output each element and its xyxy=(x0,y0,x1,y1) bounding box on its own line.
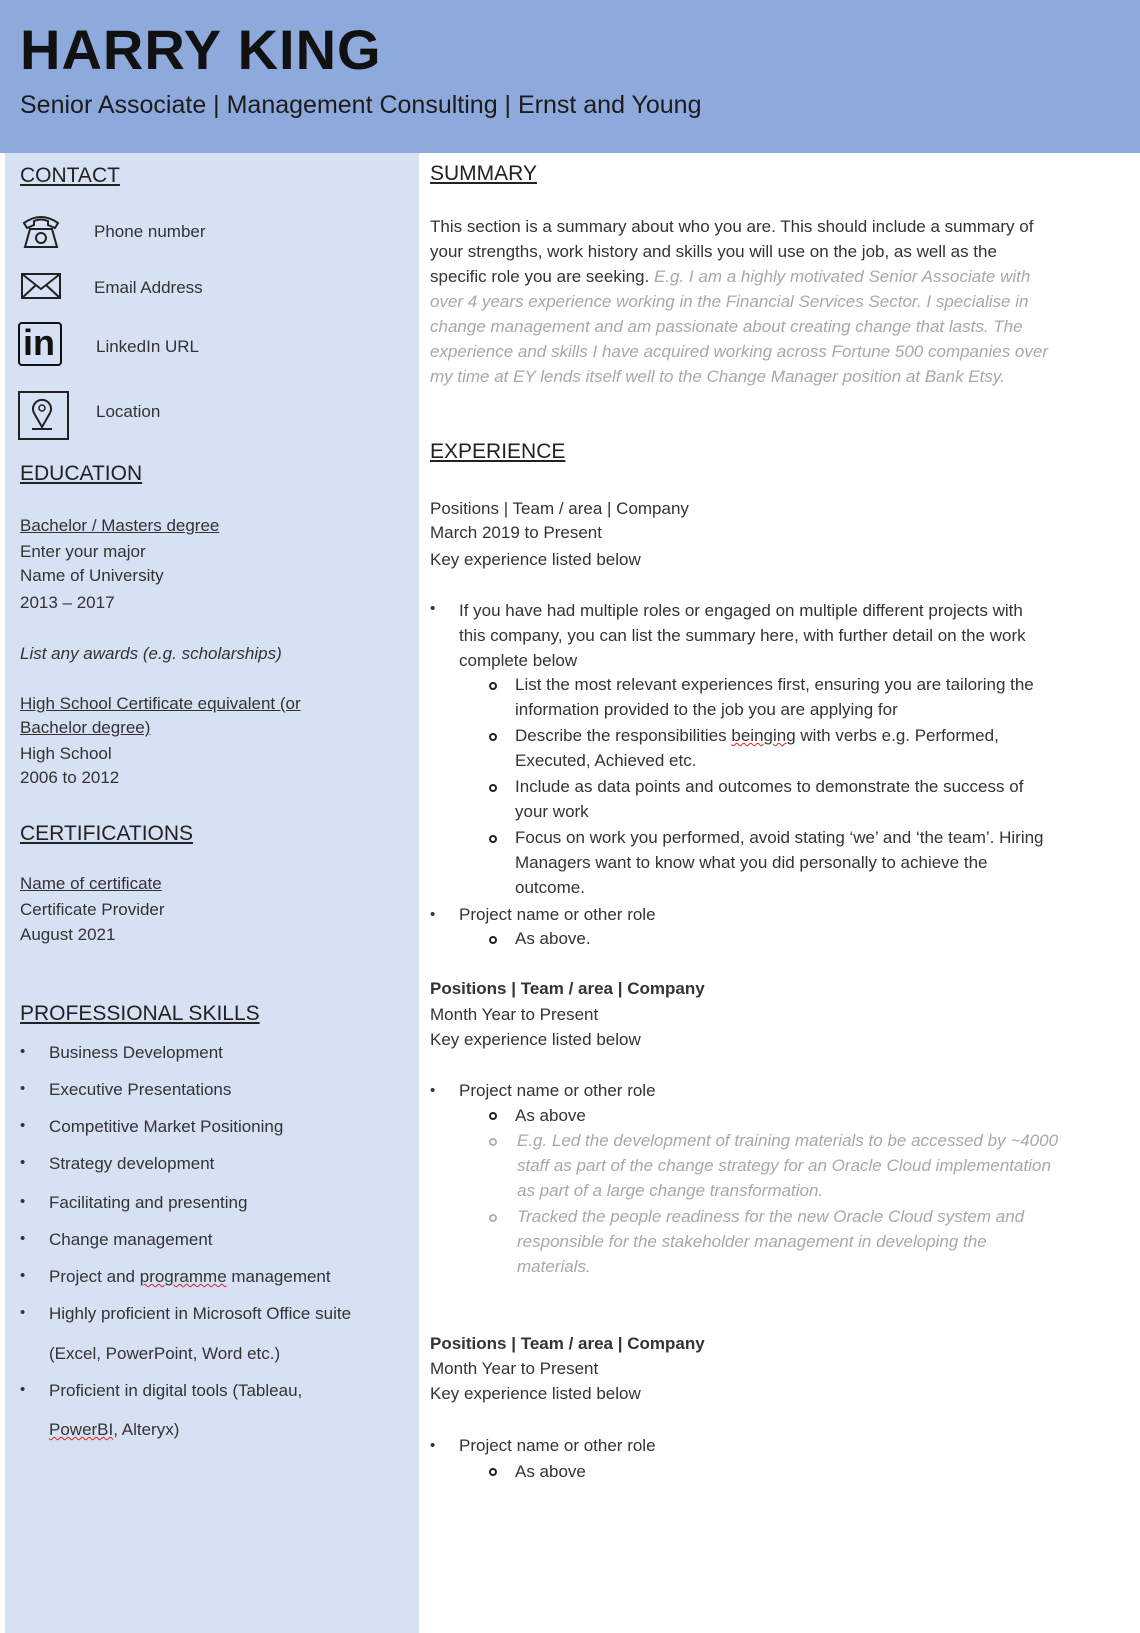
summary-line: your strengths, work history and skills you will use on the job, as well as the xyxy=(430,242,997,261)
contact-linkedin-label: LinkedIn URL xyxy=(96,337,200,356)
job-position: Positions | Team / area | Company xyxy=(430,979,705,998)
bullet-line: staff as part of the change strategy for an Oracle Cloud implementation xyxy=(517,1156,1051,1175)
sub-bullet-example-text xyxy=(517,1204,1024,1279)
summary-line: experience and skills I have acquired working across Fortune 500 companies over xyxy=(430,342,1048,361)
skill-item-cont: (Excel, PowerPoint, Word etc.) xyxy=(49,1344,281,1363)
bullet-line xyxy=(515,723,999,748)
education-degree: Bachelor / Masters degree xyxy=(20,516,220,535)
skill-item: Change management xyxy=(49,1230,213,1249)
sub-bullet-text: As above xyxy=(515,1462,586,1481)
sub-bullet-circle xyxy=(489,733,497,741)
job-key-experience: Key experience listed below xyxy=(430,550,641,569)
summary-line: This section is a summary about who you are. This should include a summary of xyxy=(430,217,1034,236)
skill-bullet: • xyxy=(20,1043,26,1060)
summary-line: my time at EY lends itself well to the Change Manager position at Bank Etsy. xyxy=(430,367,1005,386)
certifications-title: CERTIFICATIONS xyxy=(20,822,194,845)
skill-item: Proficient in digital tools (Tableau, xyxy=(49,1381,303,1400)
bullet-line: as part of a large change transformation. xyxy=(517,1181,824,1200)
bullet-line: Focus on work you performed, avoid stating ‘we’ and ‘the team’. Hiring xyxy=(515,828,1044,847)
job-bullet-text: Project name or other role xyxy=(459,905,656,924)
bullet-line: your work xyxy=(515,802,589,821)
bullet-line: responsible for the stakeholder management in developing the xyxy=(517,1232,987,1251)
bullet-line: E.g. Led the development of training materials to be accessed by ~4000 xyxy=(517,1131,1059,1150)
job-bullet: • xyxy=(430,906,436,923)
skill-bullet: • xyxy=(20,1304,26,1321)
summary-dark-text: specific role you are seeking. xyxy=(430,267,654,286)
job-key-experience: Key experience listed below xyxy=(430,1384,641,1403)
sub-bullet-circle xyxy=(489,835,497,843)
phone-icon xyxy=(20,211,62,256)
bullet-line: complete below xyxy=(459,651,578,670)
skill-bullet: • xyxy=(20,1080,26,1097)
summary-line xyxy=(430,264,1048,289)
education-awards: List any awards (e.g. scholarships) xyxy=(20,644,282,663)
bullet-line: List the most relevant experiences first, ensuring you are tailoring the xyxy=(515,675,1034,694)
education-major: Enter your major xyxy=(20,542,146,561)
sub-bullet-text xyxy=(515,723,999,773)
skill-item: Competitive Market Positioning xyxy=(49,1117,284,1136)
contact-phone-label: Phone number xyxy=(94,222,206,241)
bullet-line: Managers want to know what you did personally to achieve the xyxy=(515,853,988,872)
job-position: Positions | Team / area | Company xyxy=(430,1334,705,1353)
skill-bullet: • xyxy=(20,1154,26,1171)
skill-text: , Alteryx) xyxy=(113,1420,180,1439)
sub-bullet-text: As above. xyxy=(515,929,591,948)
education-years: 2013 – 2017 xyxy=(20,593,115,612)
skill-text: Project and xyxy=(49,1267,140,1286)
sub-bullet-circle xyxy=(489,1112,497,1120)
skills-title: PROFESSIONAL SKILLS xyxy=(20,1002,260,1025)
skill-bullet: • xyxy=(20,1230,26,1247)
sub-bullet-text xyxy=(515,774,1023,824)
job-dates: Month Year to Present xyxy=(430,1005,599,1024)
job-bullet: • xyxy=(430,1082,436,1099)
sub-bullet-example-text xyxy=(517,1128,1058,1203)
bullet-line: Tracked the people readiness for the new Oracle Cloud system and xyxy=(517,1207,1025,1226)
sub-bullet-text xyxy=(515,672,1034,722)
job-bullet: • xyxy=(430,600,436,617)
summary-title: SUMMARY xyxy=(430,162,537,185)
sub-bullet-text xyxy=(515,825,1044,900)
sub-bullet-circle xyxy=(489,1468,497,1476)
sub-bullet-circle xyxy=(489,1214,497,1222)
job-position: Positions | Team / area | Company xyxy=(430,499,689,518)
summary-line: over 4 years experience working in the Financial Services Sector. I specialise in xyxy=(430,292,1029,311)
summary-example-text: E.g. I am a highly motivated Senior Associate with xyxy=(653,267,1031,286)
contact-title: CONTACT xyxy=(20,164,120,187)
job-bullet-text: Project name or other role xyxy=(459,1081,656,1100)
job-bullet: • xyxy=(430,1437,436,1454)
contact-location-label: Location xyxy=(96,402,161,421)
skill-item: Strategy development xyxy=(49,1154,215,1173)
spellcheck-word: programme xyxy=(139,1267,227,1286)
summary-line: change management and am passionate about creating change that lasts. The xyxy=(430,317,1023,336)
linkedin-icon-text: in xyxy=(23,322,55,363)
education-title: EDUCATION xyxy=(20,462,143,485)
spellcheck-word: beinging xyxy=(731,726,796,745)
location-pin-icon xyxy=(18,391,70,446)
certificate-date: August 2021 xyxy=(20,925,116,944)
candidate-name: HARRY KING xyxy=(20,18,382,81)
job-bullet-text: Project name or other role xyxy=(459,1436,656,1455)
envelope-icon xyxy=(20,272,62,307)
skill-item: Executive Presentations xyxy=(49,1080,232,1099)
skill-bullet: • xyxy=(20,1193,26,1210)
bullet-text: Describe the responsibilities xyxy=(515,726,732,745)
skill-bullet: • xyxy=(20,1381,26,1398)
sub-bullet-circle xyxy=(489,936,497,944)
job-dates: March 2019 to Present xyxy=(430,523,602,542)
education-university: Name of University xyxy=(20,566,164,585)
bullet-line: outcome. xyxy=(515,878,585,897)
skill-bullet: • xyxy=(20,1267,26,1284)
skill-item: Highly proficient in Microsoft Office suite xyxy=(49,1304,352,1323)
bullet-line: information provided to the job you are applying for xyxy=(515,700,898,719)
bullet-line: this company, you can list the summary here, with further detail on the work xyxy=(459,626,1026,645)
job-key-experience: Key experience listed below xyxy=(430,1030,641,1049)
skill-item: Facilitating and presenting xyxy=(49,1193,248,1212)
candidate-subtitle: Senior Associate | Management Consulting | Ernst and Young xyxy=(20,91,702,119)
experience-title: EXPERIENCE xyxy=(430,440,566,463)
sub-bullet-circle xyxy=(489,1138,497,1146)
header-banner xyxy=(0,0,1140,153)
contact-email-label: Email Address xyxy=(94,278,203,297)
sub-bullet-circle xyxy=(489,682,497,690)
job-dates: Month Year to Present xyxy=(430,1359,599,1378)
bullet-line: materials. xyxy=(517,1257,591,1276)
skill-item: Business Development xyxy=(49,1043,223,1062)
skill-text: management xyxy=(226,1267,331,1286)
job-bullet-text xyxy=(459,598,1026,673)
skill-item-cont xyxy=(49,1418,179,1442)
sub-bullet-text: As above xyxy=(515,1106,586,1125)
sub-bullet-circle xyxy=(489,784,497,792)
bullet-line: If you have had multiple roles or engaged on multiple different projects with xyxy=(459,601,1023,620)
skill-item xyxy=(49,1265,331,1289)
bullet-text: with verbs e.g. Performed, xyxy=(795,726,999,745)
education-hs-name: High School xyxy=(20,744,112,763)
skill-bullet: • xyxy=(20,1117,26,1134)
bullet-line: Executed, Achieved etc. xyxy=(515,751,697,770)
education-hs-years: 2006 to 2012 xyxy=(20,768,120,787)
education-hs-title-line1: High School Certificate equivalent (or xyxy=(20,694,301,713)
education-hs-title-line2: Bachelor degree) xyxy=(20,718,151,737)
bullet-line: Include as data points and outcomes to demonstrate the success of xyxy=(515,777,1024,796)
summary-text xyxy=(430,214,1048,389)
certificate-provider: Certificate Provider xyxy=(20,900,165,919)
certificate-name: Name of certificate xyxy=(20,874,162,893)
linkedin-icon xyxy=(18,322,62,366)
spellcheck-word: PowerBI xyxy=(49,1420,114,1439)
